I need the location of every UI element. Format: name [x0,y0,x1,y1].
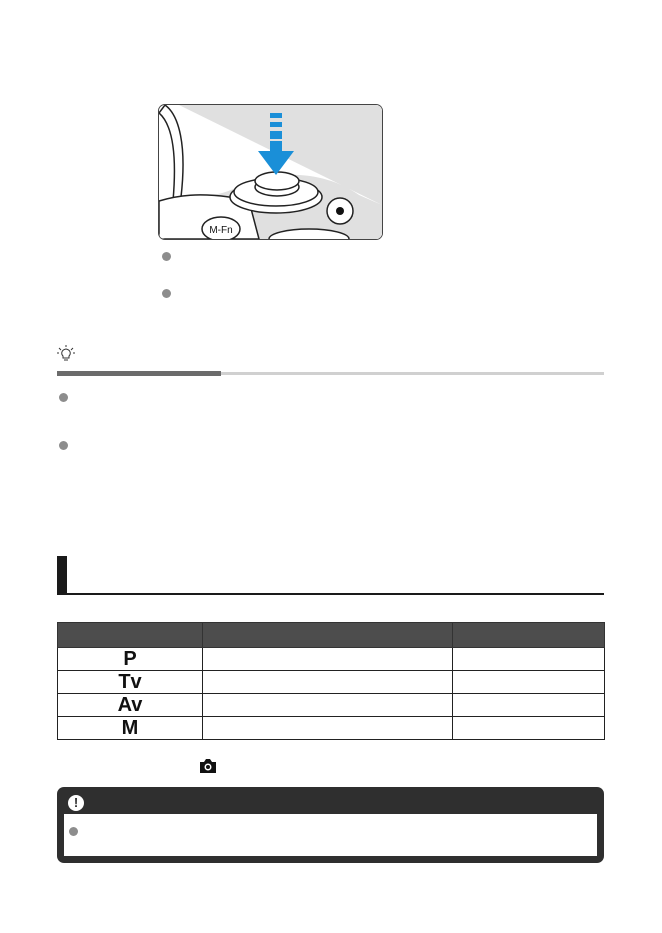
table-header-row [58,623,605,648]
table-header-cell [203,623,453,648]
mode-cell: M [58,717,203,740]
mode-cell: P [58,648,203,671]
table-header-cell [453,623,605,648]
bullet-point [162,252,171,261]
table-cell [453,694,605,717]
table-cell [203,694,453,717]
caution-body [64,814,597,856]
caution-icon: ! [68,795,84,811]
table-header-cell [58,623,203,648]
table-cell [203,671,453,694]
mode-cell: Av [58,694,203,717]
table-row [58,671,605,694]
bullet-point [59,441,68,450]
bullet-point [59,393,68,402]
shutter-illustration [158,104,383,240]
table-row [58,717,605,740]
table-row [58,694,605,717]
table-cell [203,648,453,671]
bullet-point [162,289,171,298]
section-heading-marker [57,556,67,594]
camera-icon [199,758,217,779]
section-heading-rule [57,593,604,595]
mode-cell: Tv [58,671,203,694]
table-cell [203,717,453,740]
mfn-button-label: M-Fn [209,225,233,236]
shooting-mode-table [57,622,605,740]
table-row [58,648,605,671]
table-cell [453,671,605,694]
lightbulb-icon [57,345,75,366]
table-cell [453,717,605,740]
table-cell [453,648,605,671]
tip-divider-accent [57,371,221,376]
bullet-point [69,827,78,836]
